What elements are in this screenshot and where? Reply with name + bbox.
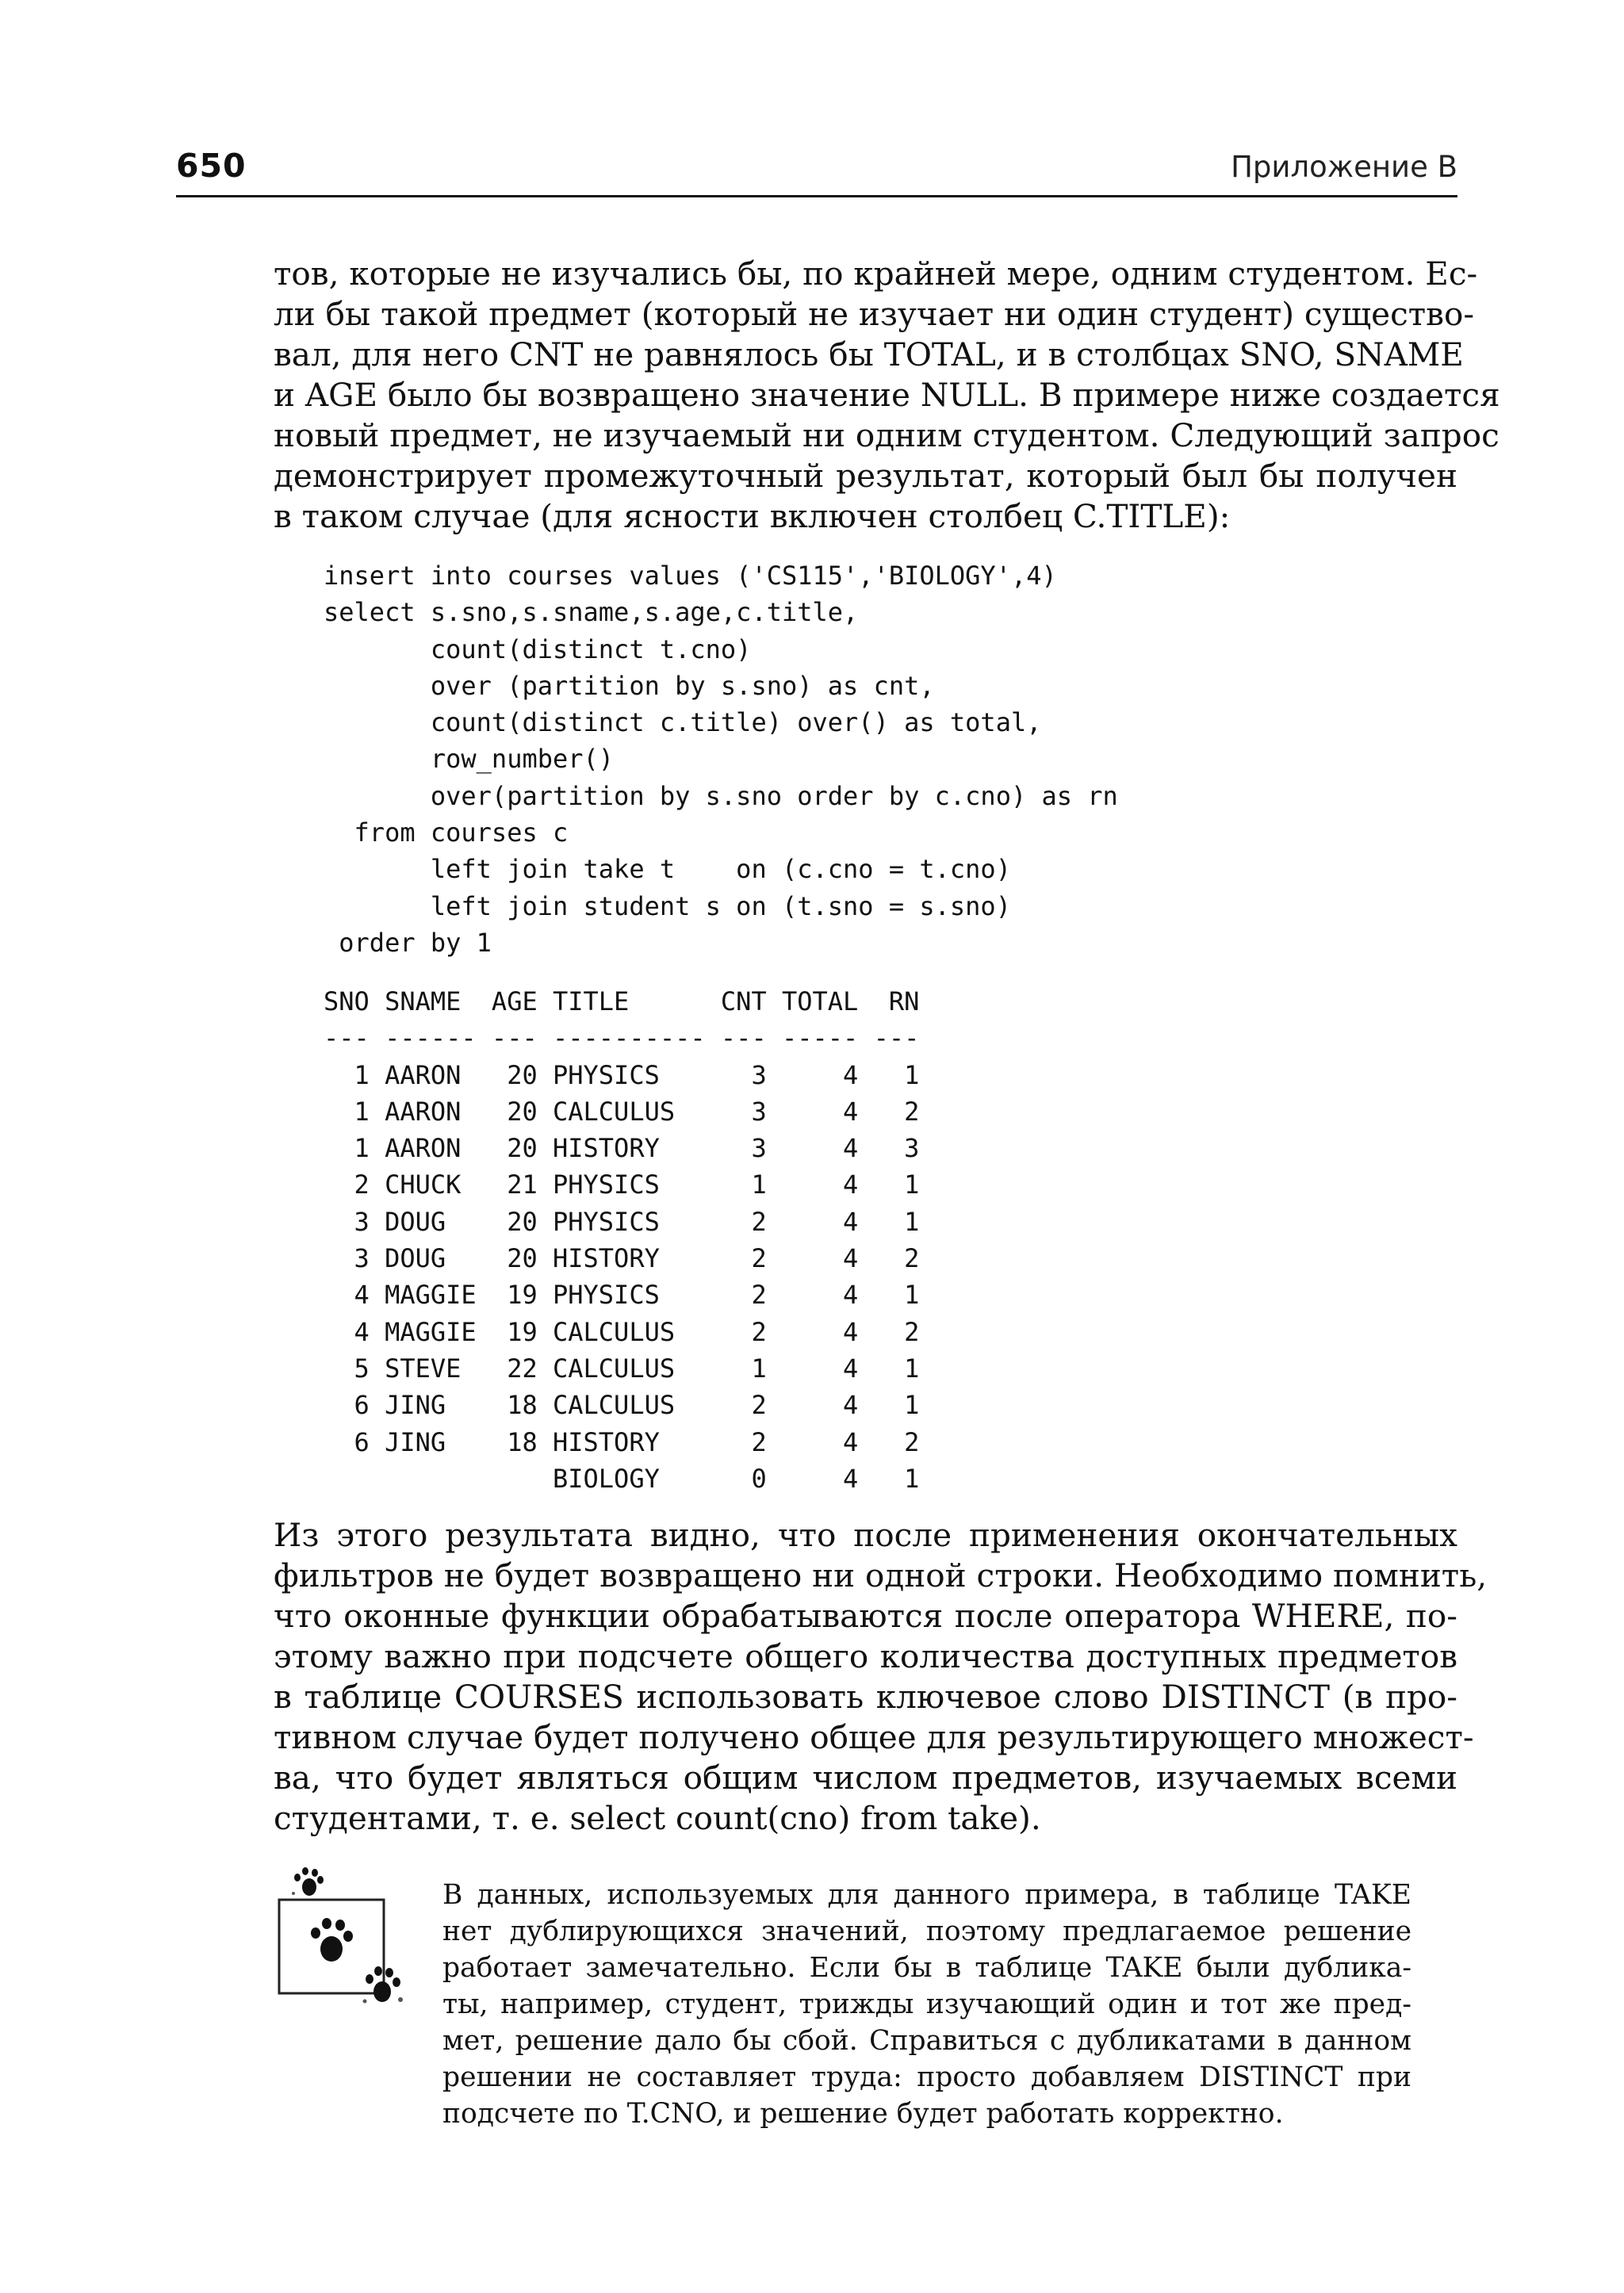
paw-prints-tip-icon bbox=[270, 1866, 420, 2017]
result-line: 4 MAGGIE 19 CALCULUS 2 4 2 bbox=[324, 1316, 920, 1347]
text-line: ва, что будет являться общим числом предметов, изучаемых всеми bbox=[274, 1759, 1457, 1797]
query-result-table bbox=[324, 983, 919, 1497]
code-line: insert into courses values ('CS115','BIOLOGY',4) bbox=[324, 561, 1057, 591]
code-line: over (partition by s.sno) as cnt, bbox=[324, 670, 935, 701]
code-line: left join take t on (c.cno = t.cno) bbox=[324, 854, 1011, 885]
body-paragraph-1 bbox=[274, 254, 1500, 537]
tip-line: В данных, используемых для данного примера, в таблице TAKE bbox=[442, 1879, 1411, 1911]
tip-line: решении не составляет труда: просто добавляем DISTINCT при bbox=[442, 2061, 1411, 2093]
tip-line: нет дублирующихся значений, поэтому предлагаемое решение bbox=[442, 1916, 1411, 1947]
header-rule bbox=[176, 195, 1457, 197]
result-line: 6 JING 18 CALCULUS 2 4 1 bbox=[324, 1390, 920, 1421]
result-line: BIOLOGY 0 4 1 bbox=[324, 1463, 920, 1494]
running-head: Приложение В bbox=[1231, 150, 1457, 184]
code-line: from courses c bbox=[324, 817, 569, 848]
result-line: 1 AARON 20 CALCULUS 3 4 2 bbox=[324, 1096, 920, 1127]
text-line: этому важно при подсчете общего количества доступных предметов bbox=[274, 1637, 1457, 1675]
tip-line: работает замечательно. Если бы в таблице TAKE были дублика- bbox=[442, 1952, 1411, 1984]
text-line: ли бы такой предмет (который не изучает ни один студент) существо- bbox=[274, 295, 1475, 333]
code-line: select s.sno,s.sname,s.age,c.title, bbox=[324, 597, 859, 628]
result-line: 3 DOUG 20 PHYSICS 2 4 1 bbox=[324, 1206, 920, 1237]
result-line: --- ------ --- ---------- --- ----- --- bbox=[324, 1023, 920, 1054]
result-line: SNO SNAME AGE TITLE CNT TOTAL RN bbox=[324, 986, 920, 1016]
text-line: тов, которые не изучались бы, по крайней мере, одним студентом. Ес- bbox=[274, 255, 1478, 293]
tip-line: мет, решение дало бы сбой. Справиться с дубликатами в данном bbox=[442, 2025, 1411, 2057]
tip-note bbox=[442, 1877, 1411, 2132]
sql-code-listing bbox=[324, 557, 1118, 961]
text-line: Из этого результата видно, что после применения окончательных bbox=[274, 1516, 1457, 1554]
result-line: 1 AARON 20 HISTORY 3 4 3 bbox=[324, 1133, 920, 1164]
text-line: новый предмет, не изучаемый ни одним студентом. Следующий запрос bbox=[274, 416, 1500, 454]
text-line: студентами, т. е. select count(cno) from take). bbox=[274, 1799, 1041, 1837]
text-line: фильтров не будет возвращено ни одной строки. Необходимо помнить, bbox=[274, 1556, 1488, 1594]
text-line: тивном случае будет получено общее для результирующего множест- bbox=[274, 1718, 1474, 1756]
body-paragraph-2 bbox=[274, 1515, 1488, 1839]
result-line: 2 CHUCK 21 PHYSICS 1 4 1 bbox=[324, 1169, 920, 1200]
result-line: 5 STEVE 22 CALCULUS 1 4 1 bbox=[324, 1353, 920, 1384]
text-line: вал, для него CNT не равнялось бы TOTAL, и в столбцах SNO, SNAME bbox=[274, 335, 1464, 373]
code-line: count(distinct t.cno) bbox=[324, 634, 752, 664]
code-line: left join student s on (t.sno = s.sno) bbox=[324, 890, 1011, 921]
tip-line: ты, например, студент, трижды изучающий один и тот же пред- bbox=[442, 1989, 1411, 2020]
text-line: что оконные функции обрабатываются после оператора WHERE, по- bbox=[274, 1597, 1457, 1635]
text-line: в таком случае (для ясности включен столбец C.TITLE): bbox=[274, 497, 1231, 535]
result-line: 1 AARON 20 PHYSICS 3 4 1 bbox=[324, 1059, 920, 1090]
code-line: over(partition by s.sno order by c.cno) as rn bbox=[324, 780, 1118, 811]
page-number: 650 bbox=[176, 147, 247, 185]
result-line: 4 MAGGIE 19 PHYSICS 2 4 1 bbox=[324, 1280, 920, 1311]
code-line: count(distinct c.title) over() as total, bbox=[324, 707, 1042, 738]
tip-line: подсчете по T.CNO, и решение будет работать корректно. bbox=[442, 2098, 1284, 2130]
text-line: демонстрирует промежуточный результат, который был бы получен bbox=[274, 457, 1457, 495]
code-line: order by 1 bbox=[324, 927, 492, 958]
result-line: 3 DOUG 20 HISTORY 2 4 2 bbox=[324, 1243, 920, 1274]
result-line: 6 JING 18 HISTORY 2 4 2 bbox=[324, 1426, 920, 1457]
text-line: и AGE было бы возвращено значение NULL. В примере ниже создается bbox=[274, 376, 1500, 414]
text-line: в таблице COURSES использовать ключевое слово DISTINCT (в про- bbox=[274, 1678, 1457, 1716]
code-line: row_number() bbox=[324, 744, 615, 775]
